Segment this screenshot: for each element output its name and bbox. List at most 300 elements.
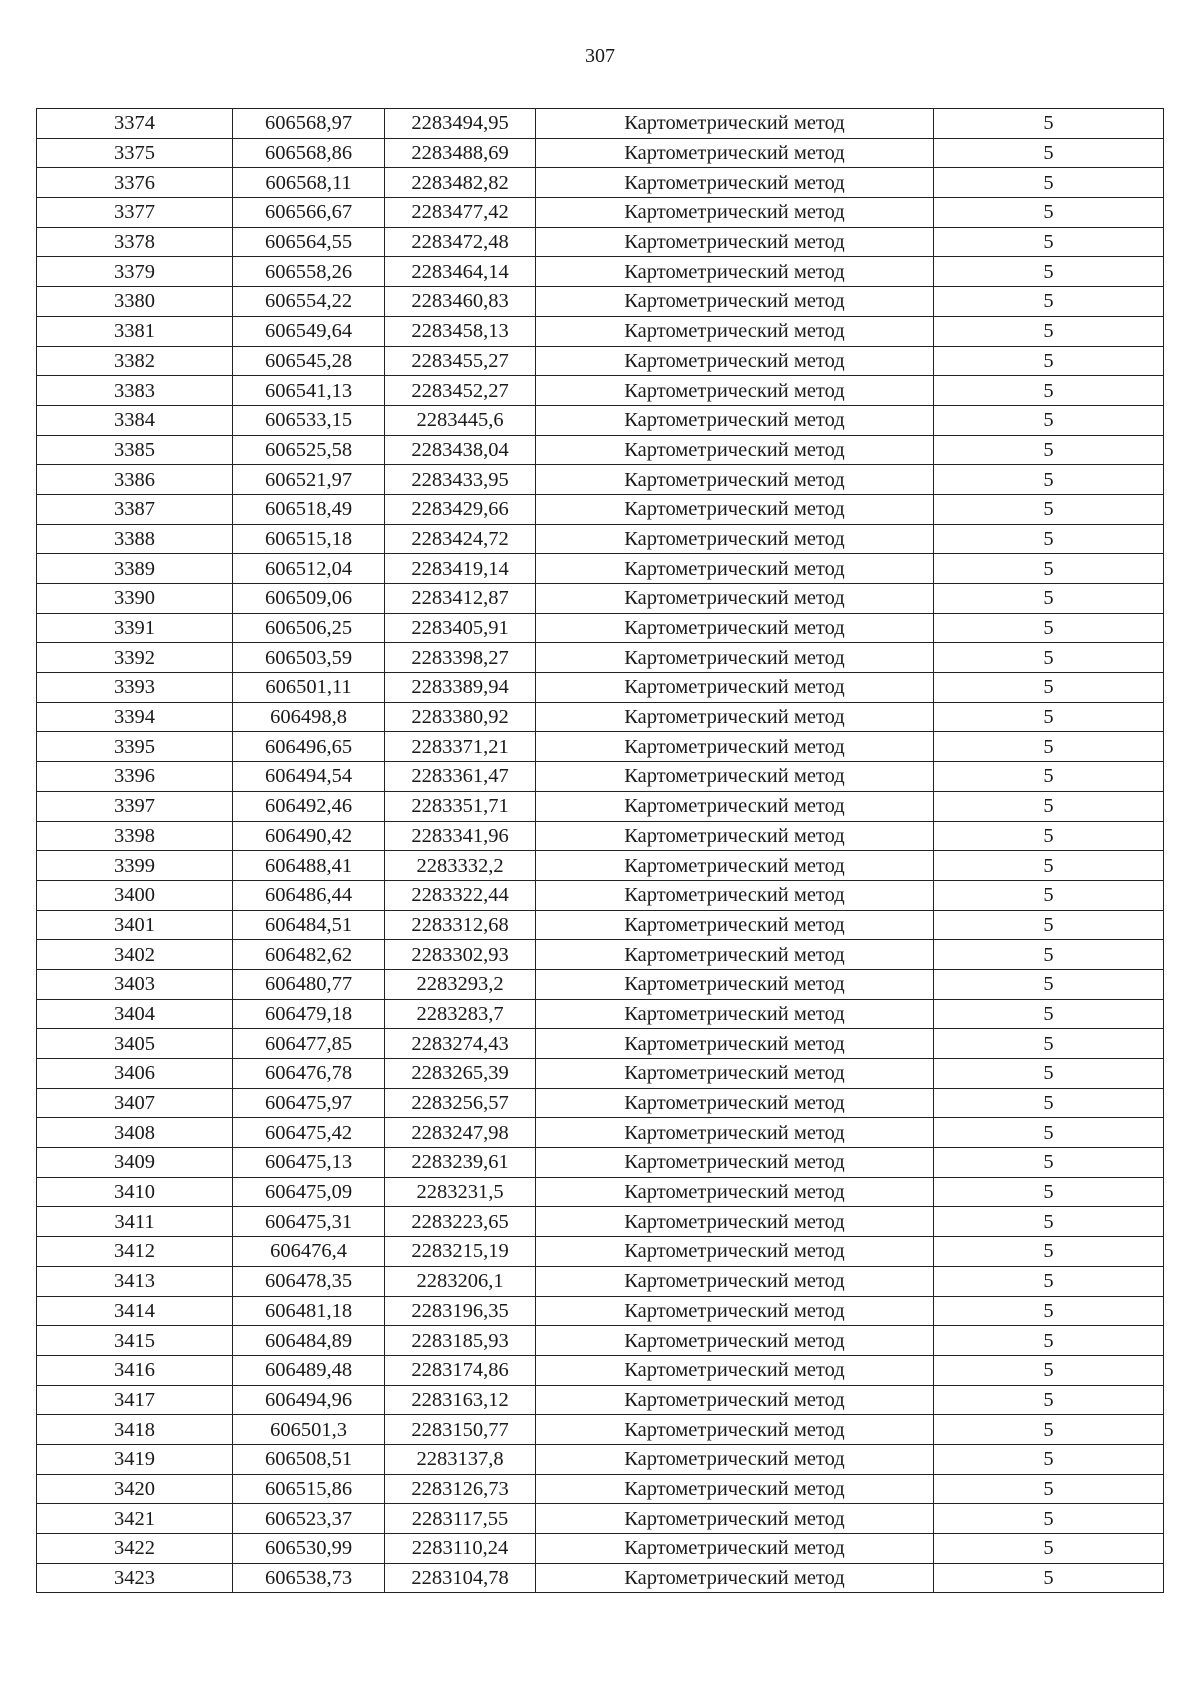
method-cell: Картометрический метод [536, 198, 934, 228]
point-number-cell: 3387 [37, 494, 233, 524]
x-coordinate-cell: 606515,18 [233, 524, 385, 554]
table-body [37, 109, 1164, 1593]
y-coordinate-cell: 2283332,2 [385, 851, 536, 881]
accuracy-cell: 5 [934, 910, 1164, 940]
table-row [37, 1534, 1164, 1564]
point-number-cell: 3376 [37, 168, 233, 198]
method-cell: Картометрический метод [536, 1177, 934, 1207]
y-coordinate-cell: 2283460,83 [385, 287, 536, 317]
method-cell: Картометрический метод [536, 138, 934, 168]
accuracy-cell: 5 [934, 1266, 1164, 1296]
y-coordinate-cell: 2283380,92 [385, 702, 536, 732]
table-row [37, 227, 1164, 257]
method-cell: Картометрический метод [536, 969, 934, 999]
x-coordinate-cell: 606506,25 [233, 613, 385, 643]
y-coordinate-cell: 2283458,13 [385, 316, 536, 346]
accuracy-cell: 5 [934, 1326, 1164, 1356]
method-cell: Картометрический метод [536, 465, 934, 495]
y-coordinate-cell: 2283477,42 [385, 198, 536, 228]
table-row [37, 791, 1164, 821]
y-coordinate-cell: 2283256,57 [385, 1088, 536, 1118]
table-row [37, 1296, 1164, 1326]
y-coordinate-cell: 2283283,7 [385, 999, 536, 1029]
x-coordinate-cell: 606554,22 [233, 287, 385, 317]
accuracy-cell: 5 [934, 1207, 1164, 1237]
point-number-cell: 3384 [37, 405, 233, 435]
y-coordinate-cell: 2283274,43 [385, 1029, 536, 1059]
x-coordinate-cell: 606476,78 [233, 1059, 385, 1089]
x-coordinate-cell: 606484,51 [233, 910, 385, 940]
method-cell: Картометрический метод [536, 584, 934, 614]
accuracy-cell: 5 [934, 1118, 1164, 1148]
accuracy-cell: 5 [934, 762, 1164, 792]
point-number-cell: 3411 [37, 1207, 233, 1237]
accuracy-cell: 5 [934, 1534, 1164, 1564]
method-cell: Картометрический метод [536, 1504, 934, 1534]
method-cell: Картометрический метод [536, 109, 934, 139]
table-row [37, 1118, 1164, 1148]
table-row [37, 969, 1164, 999]
table-row [37, 702, 1164, 732]
x-coordinate-cell: 606515,86 [233, 1474, 385, 1504]
table-row [37, 940, 1164, 970]
accuracy-cell: 5 [934, 1296, 1164, 1326]
accuracy-cell: 5 [934, 168, 1164, 198]
x-coordinate-cell: 606566,67 [233, 198, 385, 228]
x-coordinate-cell: 606496,65 [233, 732, 385, 762]
point-number-cell: 3421 [37, 1504, 233, 1534]
point-number-cell: 3422 [37, 1534, 233, 1564]
point-number-cell: 3397 [37, 791, 233, 821]
point-number-cell: 3417 [37, 1385, 233, 1415]
point-number-cell: 3400 [37, 880, 233, 910]
x-coordinate-cell: 606492,46 [233, 791, 385, 821]
method-cell: Картометрический метод [536, 346, 934, 376]
point-number-cell: 3382 [37, 346, 233, 376]
accuracy-cell: 5 [934, 109, 1164, 139]
method-cell: Картометрический метод [536, 1237, 934, 1267]
table-row [37, 1444, 1164, 1474]
x-coordinate-cell: 606558,26 [233, 257, 385, 287]
method-cell: Картометрический метод [536, 821, 934, 851]
point-number-cell: 3383 [37, 376, 233, 406]
y-coordinate-cell: 2283398,27 [385, 643, 536, 673]
method-cell: Картометрический метод [536, 1326, 934, 1356]
x-coordinate-cell: 606541,13 [233, 376, 385, 406]
table-row [37, 1504, 1164, 1534]
y-coordinate-cell: 2283104,78 [385, 1563, 536, 1593]
table-row [37, 1474, 1164, 1504]
point-number-cell: 3394 [37, 702, 233, 732]
y-coordinate-cell: 2283126,73 [385, 1474, 536, 1504]
y-coordinate-cell: 2283361,47 [385, 762, 536, 792]
table-row [37, 910, 1164, 940]
x-coordinate-cell: 606549,64 [233, 316, 385, 346]
x-coordinate-cell: 606486,44 [233, 880, 385, 910]
method-cell: Картометрический метод [536, 405, 934, 435]
table-row [37, 346, 1164, 376]
accuracy-cell: 5 [934, 1177, 1164, 1207]
table-row [37, 821, 1164, 851]
method-cell: Картометрический метод [536, 762, 934, 792]
accuracy-cell: 5 [934, 1059, 1164, 1089]
accuracy-cell: 5 [934, 1444, 1164, 1474]
table-row [37, 494, 1164, 524]
accuracy-cell: 5 [934, 1563, 1164, 1593]
y-coordinate-cell: 2283174,86 [385, 1355, 536, 1385]
method-cell: Картометрический метод [536, 613, 934, 643]
y-coordinate-cell: 2283494,95 [385, 109, 536, 139]
x-coordinate-cell: 606509,06 [233, 584, 385, 614]
method-cell: Картометрический метод [536, 791, 934, 821]
accuracy-cell: 5 [934, 405, 1164, 435]
point-number-cell: 3405 [37, 1029, 233, 1059]
point-number-cell: 3388 [37, 524, 233, 554]
y-coordinate-cell: 2283455,27 [385, 346, 536, 376]
accuracy-cell: 5 [934, 791, 1164, 821]
method-cell: Картометрический метод [536, 940, 934, 970]
method-cell: Картометрический метод [536, 554, 934, 584]
table-row [37, 405, 1164, 435]
y-coordinate-cell: 2283239,61 [385, 1148, 536, 1178]
y-coordinate-cell: 2283293,2 [385, 969, 536, 999]
point-number-cell: 3380 [37, 287, 233, 317]
table-row [37, 999, 1164, 1029]
method-cell: Картометрический метод [536, 851, 934, 881]
point-number-cell: 3423 [37, 1563, 233, 1593]
point-number-cell: 3416 [37, 1355, 233, 1385]
point-number-cell: 3390 [37, 584, 233, 614]
table-row [37, 1177, 1164, 1207]
x-coordinate-cell: 606568,11 [233, 168, 385, 198]
x-coordinate-cell: 606476,4 [233, 1237, 385, 1267]
method-cell: Картометрический метод [536, 435, 934, 465]
accuracy-cell: 5 [934, 851, 1164, 881]
table-row [37, 287, 1164, 317]
point-number-cell: 3406 [37, 1059, 233, 1089]
table-row [37, 1088, 1164, 1118]
page-number: 307 [585, 45, 615, 67]
point-number-cell: 3398 [37, 821, 233, 851]
x-coordinate-cell: 606525,58 [233, 435, 385, 465]
y-coordinate-cell: 2283312,68 [385, 910, 536, 940]
table-row [37, 1563, 1164, 1593]
accuracy-cell: 5 [934, 1148, 1164, 1178]
y-coordinate-cell: 2283351,71 [385, 791, 536, 821]
point-number-cell: 3413 [37, 1266, 233, 1296]
y-coordinate-cell: 2283223,65 [385, 1207, 536, 1237]
accuracy-cell: 5 [934, 1088, 1164, 1118]
point-number-cell: 3412 [37, 1237, 233, 1267]
table-row [37, 554, 1164, 584]
method-cell: Картометрический метод [536, 732, 934, 762]
point-number-cell: 3401 [37, 910, 233, 940]
table-row [37, 465, 1164, 495]
x-coordinate-cell: 606481,18 [233, 1296, 385, 1326]
accuracy-cell: 5 [934, 613, 1164, 643]
accuracy-cell: 5 [934, 1355, 1164, 1385]
table-row [37, 880, 1164, 910]
x-coordinate-cell: 606479,18 [233, 999, 385, 1029]
y-coordinate-cell: 2283302,93 [385, 940, 536, 970]
accuracy-cell: 5 [934, 435, 1164, 465]
accuracy-cell: 5 [934, 999, 1164, 1029]
table-row [37, 1415, 1164, 1445]
x-coordinate-cell: 606533,15 [233, 405, 385, 435]
x-coordinate-cell: 606475,97 [233, 1088, 385, 1118]
method-cell: Картометрический метод [536, 1385, 934, 1415]
table-row [37, 1237, 1164, 1267]
point-number-cell: 3377 [37, 198, 233, 228]
table-row [37, 851, 1164, 881]
x-coordinate-cell: 606475,13 [233, 1148, 385, 1178]
accuracy-cell: 5 [934, 702, 1164, 732]
accuracy-cell: 5 [934, 732, 1164, 762]
accuracy-cell: 5 [934, 821, 1164, 851]
table-row [37, 109, 1164, 139]
y-coordinate-cell: 2283163,12 [385, 1385, 536, 1415]
x-coordinate-cell: 606530,99 [233, 1534, 385, 1564]
y-coordinate-cell: 2283438,04 [385, 435, 536, 465]
point-number-cell: 3396 [37, 762, 233, 792]
accuracy-cell: 5 [934, 940, 1164, 970]
y-coordinate-cell: 2283341,96 [385, 821, 536, 851]
y-coordinate-cell: 2283405,91 [385, 613, 536, 643]
accuracy-cell: 5 [934, 554, 1164, 584]
table-row [37, 762, 1164, 792]
point-number-cell: 3381 [37, 316, 233, 346]
x-coordinate-cell: 606494,54 [233, 762, 385, 792]
x-coordinate-cell: 606488,41 [233, 851, 385, 881]
table-row [37, 138, 1164, 168]
table-row [37, 198, 1164, 228]
method-cell: Картометрический метод [536, 1118, 934, 1148]
accuracy-cell: 5 [934, 346, 1164, 376]
x-coordinate-cell: 606478,35 [233, 1266, 385, 1296]
x-coordinate-cell: 606521,97 [233, 465, 385, 495]
y-coordinate-cell: 2283412,87 [385, 584, 536, 614]
coordinates-table [36, 108, 1164, 1593]
method-cell: Картометрический метод [536, 1415, 934, 1445]
accuracy-cell: 5 [934, 643, 1164, 673]
point-number-cell: 3419 [37, 1444, 233, 1474]
y-coordinate-cell: 2283150,77 [385, 1415, 536, 1445]
accuracy-cell: 5 [934, 465, 1164, 495]
table-row [37, 435, 1164, 465]
x-coordinate-cell: 606523,37 [233, 1504, 385, 1534]
x-coordinate-cell: 606494,96 [233, 1385, 385, 1415]
accuracy-cell: 5 [934, 1385, 1164, 1415]
method-cell: Картометрический метод [536, 287, 934, 317]
x-coordinate-cell: 606489,48 [233, 1355, 385, 1385]
method-cell: Картометрический метод [536, 1563, 934, 1593]
y-coordinate-cell: 2283110,24 [385, 1534, 536, 1564]
method-cell: Картометрический метод [536, 1534, 934, 1564]
x-coordinate-cell: 606484,89 [233, 1326, 385, 1356]
table-row [37, 1207, 1164, 1237]
y-coordinate-cell: 2283206,1 [385, 1266, 536, 1296]
table-row [37, 376, 1164, 406]
table-row [37, 1059, 1164, 1089]
point-number-cell: 3395 [37, 732, 233, 762]
method-cell: Картометрический метод [536, 673, 934, 703]
accuracy-cell: 5 [934, 1237, 1164, 1267]
y-coordinate-cell: 2283185,93 [385, 1326, 536, 1356]
y-coordinate-cell: 2283433,95 [385, 465, 536, 495]
point-number-cell: 3402 [37, 940, 233, 970]
table-row [37, 1029, 1164, 1059]
y-coordinate-cell: 2283196,35 [385, 1296, 536, 1326]
accuracy-cell: 5 [934, 673, 1164, 703]
point-number-cell: 3386 [37, 465, 233, 495]
point-number-cell: 3420 [37, 1474, 233, 1504]
x-coordinate-cell: 606475,09 [233, 1177, 385, 1207]
y-coordinate-cell: 2283247,98 [385, 1118, 536, 1148]
method-cell: Картометрический метод [536, 999, 934, 1029]
method-cell: Картометрический метод [536, 257, 934, 287]
method-cell: Картометрический метод [536, 227, 934, 257]
point-number-cell: 3399 [37, 851, 233, 881]
x-coordinate-cell: 606538,73 [233, 1563, 385, 1593]
method-cell: Картометрический метод [536, 643, 934, 673]
point-number-cell: 3414 [37, 1296, 233, 1326]
y-coordinate-cell: 2283231,5 [385, 1177, 536, 1207]
method-cell: Картометрический метод [536, 1296, 934, 1326]
x-coordinate-cell: 606475,31 [233, 1207, 385, 1237]
accuracy-cell: 5 [934, 880, 1164, 910]
point-number-cell: 3389 [37, 554, 233, 584]
y-coordinate-cell: 2283464,14 [385, 257, 536, 287]
method-cell: Картометрический метод [536, 524, 934, 554]
x-coordinate-cell: 606480,77 [233, 969, 385, 999]
table-row [37, 1385, 1164, 1415]
y-coordinate-cell: 2283419,14 [385, 554, 536, 584]
accuracy-cell: 5 [934, 1474, 1164, 1504]
y-coordinate-cell: 2283215,19 [385, 1237, 536, 1267]
accuracy-cell: 5 [934, 287, 1164, 317]
point-number-cell: 3407 [37, 1088, 233, 1118]
accuracy-cell: 5 [934, 1415, 1164, 1445]
y-coordinate-cell: 2283322,44 [385, 880, 536, 910]
table-row [37, 1148, 1164, 1178]
x-coordinate-cell: 606518,49 [233, 494, 385, 524]
accuracy-cell: 5 [934, 138, 1164, 168]
point-number-cell: 3410 [37, 1177, 233, 1207]
x-coordinate-cell: 606564,55 [233, 227, 385, 257]
method-cell: Картометрический метод [536, 1474, 934, 1504]
x-coordinate-cell: 606512,04 [233, 554, 385, 584]
point-number-cell: 3403 [37, 969, 233, 999]
method-cell: Картометрический метод [536, 376, 934, 406]
accuracy-cell: 5 [934, 227, 1164, 257]
point-number-cell: 3385 [37, 435, 233, 465]
y-coordinate-cell: 2283482,82 [385, 168, 536, 198]
method-cell: Картометрический метод [536, 1088, 934, 1118]
method-cell: Картометрический метод [536, 1148, 934, 1178]
y-coordinate-cell: 2283488,69 [385, 138, 536, 168]
method-cell: Картометрический метод [536, 1444, 934, 1474]
table-row [37, 732, 1164, 762]
accuracy-cell: 5 [934, 198, 1164, 228]
table-row [37, 257, 1164, 287]
accuracy-cell: 5 [934, 376, 1164, 406]
y-coordinate-cell: 2283389,94 [385, 673, 536, 703]
accuracy-cell: 5 [934, 316, 1164, 346]
table-row [37, 584, 1164, 614]
x-coordinate-cell: 606475,42 [233, 1118, 385, 1148]
method-cell: Картометрический метод [536, 1266, 934, 1296]
point-number-cell: 3379 [37, 257, 233, 287]
method-cell: Картометрический метод [536, 702, 934, 732]
point-number-cell: 3392 [37, 643, 233, 673]
x-coordinate-cell: 606501,3 [233, 1415, 385, 1445]
y-coordinate-cell: 2283445,6 [385, 405, 536, 435]
point-number-cell: 3404 [37, 999, 233, 1029]
point-number-cell: 3408 [37, 1118, 233, 1148]
x-coordinate-cell: 606490,42 [233, 821, 385, 851]
x-coordinate-cell: 606568,86 [233, 138, 385, 168]
table-row [37, 524, 1164, 554]
x-coordinate-cell: 606508,51 [233, 1444, 385, 1474]
accuracy-cell: 5 [934, 1029, 1164, 1059]
x-coordinate-cell: 606482,62 [233, 940, 385, 970]
x-coordinate-cell: 606545,28 [233, 346, 385, 376]
method-cell: Картометрический метод [536, 880, 934, 910]
x-coordinate-cell: 606568,97 [233, 109, 385, 139]
accuracy-cell: 5 [934, 257, 1164, 287]
point-number-cell: 3374 [37, 109, 233, 139]
method-cell: Картометрический метод [536, 1355, 934, 1385]
y-coordinate-cell: 2283429,66 [385, 494, 536, 524]
point-number-cell: 3378 [37, 227, 233, 257]
table-row [37, 168, 1164, 198]
method-cell: Картометрический метод [536, 494, 934, 524]
y-coordinate-cell: 2283137,8 [385, 1444, 536, 1474]
point-number-cell: 3375 [37, 138, 233, 168]
table-row [37, 613, 1164, 643]
point-number-cell: 3409 [37, 1148, 233, 1178]
x-coordinate-cell: 606503,59 [233, 643, 385, 673]
x-coordinate-cell: 606501,11 [233, 673, 385, 703]
method-cell: Картометрический метод [536, 316, 934, 346]
table-row [37, 1266, 1164, 1296]
point-number-cell: 3391 [37, 613, 233, 643]
point-number-cell: 3393 [37, 673, 233, 703]
table-row [37, 1326, 1164, 1356]
y-coordinate-cell: 2283265,39 [385, 1059, 536, 1089]
method-cell: Картометрический метод [536, 910, 934, 940]
x-coordinate-cell: 606498,8 [233, 702, 385, 732]
y-coordinate-cell: 2283371,21 [385, 732, 536, 762]
y-coordinate-cell: 2283117,55 [385, 1504, 536, 1534]
y-coordinate-cell: 2283424,72 [385, 524, 536, 554]
table-row [37, 316, 1164, 346]
accuracy-cell: 5 [934, 584, 1164, 614]
table-row [37, 673, 1164, 703]
point-number-cell: 3418 [37, 1415, 233, 1445]
y-coordinate-cell: 2283452,27 [385, 376, 536, 406]
accuracy-cell: 5 [934, 524, 1164, 554]
point-number-cell: 3415 [37, 1326, 233, 1356]
y-coordinate-cell: 2283472,48 [385, 227, 536, 257]
x-coordinate-cell: 606477,85 [233, 1029, 385, 1059]
accuracy-cell: 5 [934, 494, 1164, 524]
table-row [37, 1355, 1164, 1385]
method-cell: Картометрический метод [536, 1029, 934, 1059]
method-cell: Картометрический метод [536, 1207, 934, 1237]
accuracy-cell: 5 [934, 969, 1164, 999]
table-row [37, 643, 1164, 673]
